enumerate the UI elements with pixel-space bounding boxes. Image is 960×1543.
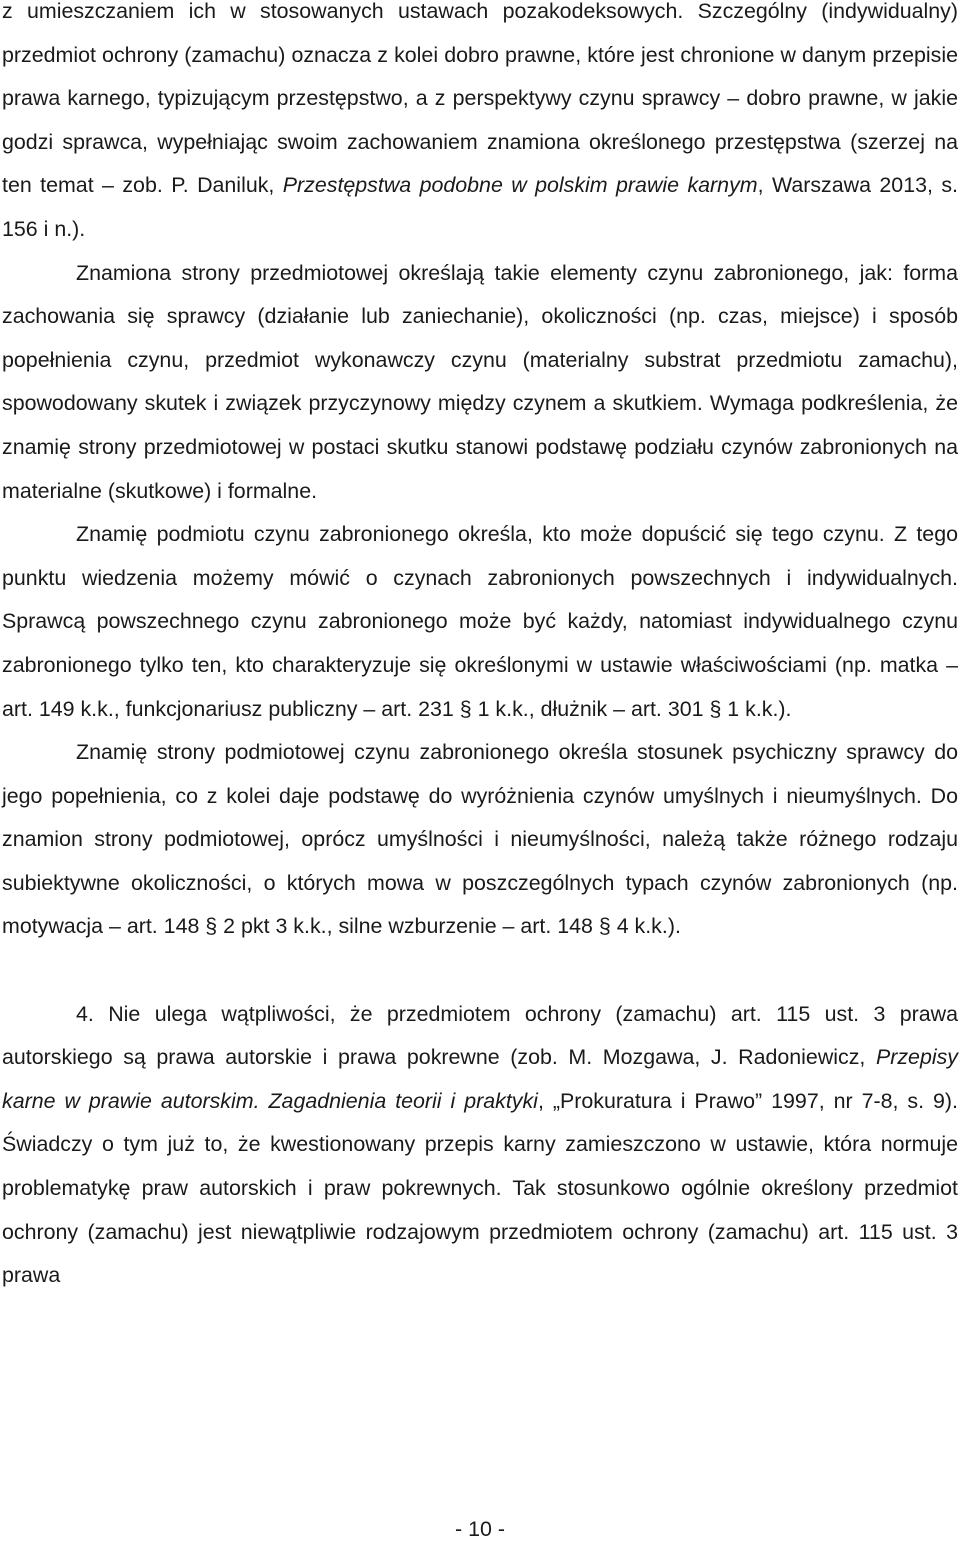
paragraph-spacer bbox=[2, 949, 958, 993]
paragraph-strona-przedmiotowa bbox=[2, 252, 958, 514]
paragraph-text: , Warszawa 2013, s. 156 i n.). bbox=[2, 173, 958, 241]
paragraph-text: z umieszczaniem ich w stosowanych ustawach pozakodeksowych. Szczególny (indywidualny) przedmiot ochrony (zamachu) oznacza z kolei dobro prawne, które jest chronione w danym przepisie prawa karnego, typizującym przestępstwo, a z perspektywy czynu sprawcy – dobro prawne, w jakie godzi sprawca, wypełniając swoim zachowaniem znamiona określonego przestępstwa (szerzej na ten temat – zob. P. Daniluk, bbox=[2, 0, 958, 198]
page-number: - 10 - bbox=[455, 1517, 505, 1541]
article-title-italic: Przepisy karne w prawie autorskim. Zagadnienia teorii i praktyki bbox=[2, 1045, 958, 1113]
paragraph-text: Znamiona strony przedmiotowej określają takie elementy czynu zabronionego, jak: forma zachowania się sprawcy (działanie lub zaniechanie), okoliczności (np. czas, miejsce) i sposób popełnienia czynu, przedmiot wykonawczy czynu (materialny substrat przedmiotu zamachu), spowodowany skutek i związek przyczynowy między czynem a skutkiem. Wymaga podkreślenia, że znamię strony przedmiotowej w postaci skutku stanowi podstawę podziału czynów zabronionych na materialne (skutkowe) i formalne. bbox=[2, 260, 958, 503]
book-title-italic: Przestępstwa podobne w polskim prawie karnym bbox=[282, 173, 758, 198]
document-body bbox=[2, 0, 958, 1298]
paragraph-text: Znamię strony podmiotowej czynu zabronionego określa stosunek psychiczny sprawcy do jego popełnienia, co z kolei daje podstawę do wyróżnienia czynów umyślnych i nieumyślnych. Do znamion strony podmiotowej, oprócz umyślności i nieumyślności, należą także różnego rodzaju subiektywne okoliczności, o których mowa w poszczególnych typach czynów zabronionych (np. motywacja – art. 148 § 2 pkt 3 k.k., silne wzburzenie – art. 148 § 4 k.k.). bbox=[2, 740, 958, 939]
paragraph-text: Znamię podmiotu czynu zabronionego określa, kto może dopuścić się tego czynu. Z tego punktu wiedzenia możemy mówić o czynach zabronionych powszechnych i indywidualnych. Sprawcą powszechnego czynu zabronionego może być każdy, natomiast indywidualnego czynu zabronionego tylko ten, kto charakteryzuje się określonymi w ustawie właściwościami (np. matka – art. 149 k.k., funkcjonariusz publiczny – art. 231 § 1 k.k., dłużnik – art. 301 § 1 k.k.). bbox=[2, 522, 958, 721]
paragraph-text: 4. Nie ulega wątpliwości, że przedmiotem ochrony (zamachu) art. 115 ust. 3 prawa autorskiego są prawa autorskie i prawa pokrewne (zob. M. Mozgawa, J. Radoniewicz, bbox=[2, 1001, 958, 1070]
paragraph-text: , „Prokuratura i Prawo” 1997, nr 7-8, s. 9). Świadczy o tym już to, że kwestionowany przepis karny zamieszczono w ustawie, która normuje problematykę praw autorskich i praw pokrewnych. Tak stosunkowo ogólnie określony przedmiot ochrony (zamachu) jest niewątpliwie rodzajowym przedmiotem ochrony (zamachu) art. 115 ust. 3 prawa bbox=[2, 1088, 958, 1288]
paragraph-point-4 bbox=[2, 993, 958, 1298]
paragraph-podmiot bbox=[2, 513, 958, 731]
paragraph-strona-podmiotowa bbox=[2, 731, 958, 949]
paragraph-continuation bbox=[2, 0, 958, 252]
